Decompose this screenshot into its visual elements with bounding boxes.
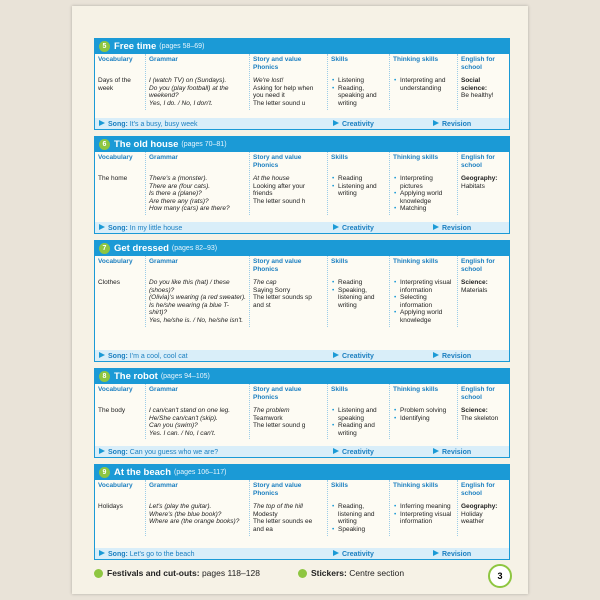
story-line: The letter sound g	[253, 422, 306, 430]
unit-title: At the beach	[114, 467, 172, 478]
story-line: At the house	[253, 175, 290, 183]
grammar-line: Yes. I can. / No, I can't.	[149, 429, 216, 437]
grammar-line: Let's (play the guitar).	[149, 503, 212, 510]
skills-column	[328, 480, 390, 536]
thinking-item: • Applying world knowledge	[400, 190, 454, 205]
thinking-list	[393, 503, 454, 526]
bullet-icon	[298, 569, 307, 578]
skills-column	[328, 54, 390, 110]
column-header: Thinking skills	[393, 482, 439, 489]
thinking-item: • Problem solving	[400, 407, 454, 415]
vocabulary-text: Clothes	[98, 279, 121, 286]
revision-row	[429, 120, 509, 128]
bottom-info	[94, 568, 404, 578]
grammar-column	[146, 256, 250, 327]
story-line: The letter sound u	[253, 99, 306, 107]
column-header: English for school	[461, 56, 495, 71]
arrow-icon	[433, 352, 439, 358]
story-column	[250, 152, 328, 215]
grammar-line: Are there any (rats)?	[149, 197, 209, 205]
stickers-label: Stickers:	[310, 568, 347, 578]
story-line: Saying Sorry	[253, 286, 291, 294]
unit-header	[95, 465, 509, 480]
column-header: Grammar	[149, 154, 178, 161]
thinking-list	[393, 407, 454, 422]
column-header: Skills	[331, 482, 348, 489]
column-header: Vocabulary	[98, 482, 133, 489]
thinking-item: • Interpreting and understanding	[400, 77, 454, 92]
english-column	[458, 256, 509, 327]
unit-number-badge: 5	[99, 41, 110, 52]
column-header: Story and value Phonics	[253, 154, 302, 169]
unit-header	[95, 39, 509, 54]
grammar-line: (Olivia)'s wearing (a red sweater).	[149, 294, 246, 302]
skills-list	[331, 77, 386, 107]
creativity-row	[329, 550, 429, 558]
column-header: Thinking skills	[393, 258, 439, 265]
story-line: The letter sounds sp and st	[253, 294, 312, 309]
grammar-column	[146, 54, 250, 110]
song-title: Can you guess who we are?	[129, 448, 219, 456]
unit-pages: (pages 94–105)	[160, 373, 210, 380]
english-subject: Science:	[461, 279, 488, 287]
revision-label: Revision	[442, 352, 472, 360]
thinking-item: • Matching	[400, 205, 454, 213]
skills-column	[328, 384, 390, 439]
story-line: Looking after your friends	[253, 182, 306, 198]
song-row	[95, 550, 329, 558]
thinking-column	[390, 256, 458, 327]
song-label: Song:	[108, 120, 128, 128]
creativity-label: Creativity	[342, 120, 374, 128]
thinking-list	[393, 175, 454, 213]
arrow-icon	[99, 352, 105, 358]
unit-card	[94, 368, 510, 458]
column-header: Vocabulary	[98, 386, 133, 393]
unit-number-badge: 7	[99, 243, 110, 254]
creativity-label: Creativity	[342, 448, 374, 456]
story-line: The letter sounds ee and ea	[253, 518, 313, 533]
revision-row	[429, 448, 509, 456]
english-topic: Holiday weather	[461, 510, 485, 526]
creativity-label: Creativity	[342, 224, 374, 232]
vocabulary-column	[95, 384, 146, 439]
revision-row	[429, 224, 509, 232]
grammar-line: How many (cars) are there?	[149, 205, 230, 213]
column-header: Vocabulary	[98, 154, 133, 161]
unit-title: The old house	[114, 139, 179, 150]
column-header: Skills	[331, 154, 348, 161]
song-title: In my little house	[129, 224, 183, 232]
unit-columns	[95, 54, 509, 110]
thinking-item: • Interpreting visual information	[400, 511, 454, 526]
unit-title: Free time	[114, 41, 157, 52]
arrow-icon	[333, 352, 339, 358]
english-column	[458, 152, 509, 215]
revision-label: Revision	[442, 120, 472, 128]
unit-columns	[95, 384, 509, 439]
thinking-item: • Identifying	[400, 415, 454, 423]
skills-item: • Speaking	[338, 526, 386, 534]
creativity-row	[329, 448, 429, 456]
skills-item: • Reading	[338, 175, 386, 183]
column-header: Thinking skills	[393, 56, 439, 63]
english-topic: Be healthy!	[461, 92, 494, 100]
revision-row	[429, 352, 509, 360]
unit-footer	[95, 222, 509, 233]
arrow-icon	[99, 224, 105, 230]
arrow-icon	[333, 550, 339, 556]
thinking-item: • Interpreting visual information	[400, 279, 454, 294]
column-header: English for school	[461, 386, 495, 401]
creativity-label: Creativity	[342, 550, 374, 558]
story-line: We're lost!	[253, 77, 284, 85]
skills-list	[331, 407, 386, 437]
grammar-line: He/She can/can't (skip).	[149, 414, 218, 422]
english-topic: The skeleton	[461, 414, 499, 422]
arrow-icon	[99, 550, 105, 556]
thinking-column	[390, 152, 458, 215]
song-title: Let's go to the beach	[129, 550, 195, 558]
grammar-line: Is there a (plane)?	[149, 190, 202, 198]
column-header: Skills	[331, 386, 348, 393]
grammar-line: There are (four cats).	[149, 182, 211, 190]
story-line: The top of the hill	[253, 503, 303, 511]
thinking-column	[390, 480, 458, 536]
skills-list	[331, 503, 386, 533]
song-label: Song:	[108, 550, 128, 558]
unit-columns	[95, 256, 509, 327]
unit-columns	[95, 152, 509, 215]
creativity-row	[329, 120, 429, 128]
skills-list	[331, 279, 386, 309]
skills-list	[331, 175, 386, 198]
creativity-label: Creativity	[342, 352, 374, 360]
skills-item: • Listening and speaking	[338, 407, 386, 422]
grammar-line: I (watch TV) on (Sundays).	[149, 77, 227, 84]
stickers-where: Centre section	[349, 568, 405, 578]
english-subject: Science:	[461, 407, 488, 415]
grammar-line: Do you like this (hat) / these (shoes)?	[149, 279, 230, 294]
song-label: Song:	[108, 448, 128, 456]
grammar-line: Is he/she wearing (a blue T-shirt)?	[149, 301, 229, 317]
vocabulary-column	[95, 256, 146, 327]
unit-pages: (pages 58–69)	[159, 43, 205, 50]
skills-item: • Reading, listening and writing	[338, 503, 386, 526]
column-header: Story and value Phonics	[253, 482, 302, 497]
unit-number-badge: 9	[99, 467, 110, 478]
column-header: Skills	[331, 258, 348, 265]
thinking-column	[390, 384, 458, 439]
vocabulary-text: The body	[98, 407, 126, 414]
arrow-icon	[333, 120, 339, 126]
vocabulary-text: The home	[98, 175, 128, 182]
thinking-item: • Selecting information	[400, 294, 454, 309]
english-column	[458, 54, 509, 110]
english-subject: Geography:	[461, 175, 498, 183]
story-column	[250, 384, 328, 439]
english-column	[458, 480, 509, 536]
song-row	[95, 224, 329, 232]
english-topic: Materials	[461, 286, 488, 294]
unit-header	[95, 369, 509, 384]
column-header: English for school	[461, 258, 495, 273]
column-header: Skills	[331, 56, 348, 63]
revision-label: Revision	[442, 224, 472, 232]
creativity-row	[329, 224, 429, 232]
story-line: The problem	[253, 407, 290, 415]
column-header: Grammar	[149, 482, 178, 489]
skills-item: • Reading and writing	[338, 422, 386, 437]
vocabulary-column	[95, 54, 146, 110]
thinking-list	[393, 77, 454, 92]
column-header: Grammar	[149, 258, 178, 265]
grammar-line: Yes, I do. / No, I don't.	[149, 99, 213, 107]
unit-card	[94, 136, 510, 234]
arrow-icon	[433, 550, 439, 556]
thinking-item: • Applying world knowledge	[400, 309, 454, 324]
column-header: Grammar	[149, 386, 178, 393]
festivals-label: Festivals and cut-outs:	[107, 568, 200, 578]
grammar-line: I can/can't stand on one leg.	[149, 407, 231, 414]
revision-label: Revision	[442, 550, 472, 558]
song-label: Song:	[108, 224, 128, 232]
grammar-line: Where's (the blue book)?	[149, 510, 222, 518]
grammar-line: There's a (monster).	[149, 175, 208, 182]
page	[72, 6, 528, 594]
story-column	[250, 54, 328, 110]
thinking-column	[390, 54, 458, 110]
column-header: Vocabulary	[98, 258, 133, 265]
unit-title: The robot	[114, 371, 158, 382]
unit-footer	[95, 446, 509, 457]
unit-columns	[95, 480, 509, 536]
song-title: It's a busy, busy week	[129, 120, 198, 128]
column-header: Grammar	[149, 56, 178, 63]
thinking-list	[393, 279, 454, 325]
grammar-line: Where are (the orange books)?	[149, 518, 240, 526]
arrow-icon	[433, 448, 439, 454]
song-title: I'm a cool, cool cat	[129, 352, 188, 360]
unit-footer	[95, 350, 509, 361]
unit-header	[95, 137, 509, 152]
skills-column	[328, 256, 390, 327]
unit-number-badge: 6	[99, 139, 110, 150]
english-topic: Habitats	[461, 182, 485, 190]
skills-item: • Speaking, listening and writing	[338, 287, 386, 310]
english-subject: Geography:	[461, 503, 498, 511]
arrow-icon	[333, 448, 339, 454]
thinking-item: • Inferring meaning	[400, 503, 454, 511]
skills-item: • Reading	[338, 279, 386, 287]
arrow-icon	[433, 224, 439, 230]
story-line: Modesty	[253, 510, 278, 518]
grammar-column	[146, 384, 250, 439]
unit-number-badge: 8	[99, 371, 110, 382]
skills-item: • Listening and writing	[338, 183, 386, 198]
grammar-line: Do you (play football) at the weekend?	[149, 84, 229, 100]
song-label: Song:	[108, 352, 128, 360]
unit-pages: (pages 70–81)	[181, 141, 227, 148]
festivals-pages: pages 118–128	[201, 568, 260, 578]
song-row	[95, 120, 329, 128]
skills-item: • Reading, speaking and writing	[338, 85, 386, 108]
unit-footer	[95, 118, 509, 129]
column-header: Story and value Phonics	[253, 386, 302, 401]
revision-label: Revision	[442, 448, 472, 456]
unit-card	[94, 240, 510, 362]
thinking-item: • Interpreting pictures	[400, 175, 454, 190]
vocabulary-text: Days of the week	[98, 77, 131, 92]
column-header: Thinking skills	[393, 154, 439, 161]
grammar-line: Yes, he/she is. / No, he/she isn't.	[149, 316, 244, 324]
grammar-column	[146, 480, 250, 536]
unit-header	[95, 241, 509, 256]
column-header: Thinking skills	[393, 386, 439, 393]
column-header: Vocabulary	[98, 56, 133, 63]
english-subject: Social science:	[461, 77, 488, 92]
song-row	[95, 448, 329, 456]
vocabulary-column	[95, 480, 146, 536]
vocabulary-column	[95, 152, 146, 215]
unit-title: Get dressed	[114, 243, 169, 254]
unit-pages: (pages 82–93)	[171, 245, 218, 252]
story-column	[250, 480, 328, 536]
unit-pages: (pages 106–117)	[174, 469, 227, 476]
arrow-icon	[99, 120, 105, 126]
skills-item: • Listening	[338, 77, 386, 85]
song-row	[95, 352, 329, 360]
creativity-row	[329, 352, 429, 360]
column-header: Story and value Phonics	[253, 56, 302, 71]
page-number: 3	[488, 564, 512, 588]
english-column	[458, 384, 509, 439]
story-line: Asking for help when you need it	[253, 84, 314, 100]
grammar-column	[146, 152, 250, 215]
grammar-line: Can you (swim)?	[149, 422, 198, 430]
story-line: The cap	[253, 279, 277, 287]
story-line: Teamwork	[253, 414, 283, 422]
revision-row	[429, 550, 509, 558]
skills-column	[328, 152, 390, 215]
unit-footer	[95, 548, 509, 559]
column-header: English for school	[461, 482, 495, 497]
vocabulary-text: Holidays	[98, 503, 123, 510]
unit-card	[94, 464, 510, 560]
bullet-icon	[94, 569, 103, 578]
arrow-icon	[433, 120, 439, 126]
unit-card	[94, 38, 510, 130]
arrow-icon	[99, 448, 105, 454]
arrow-icon	[333, 224, 339, 230]
column-header: English for school	[461, 154, 495, 169]
story-column	[250, 256, 328, 327]
column-header: Story and value Phonics	[253, 258, 302, 273]
story-line: The letter sound h	[253, 197, 306, 205]
